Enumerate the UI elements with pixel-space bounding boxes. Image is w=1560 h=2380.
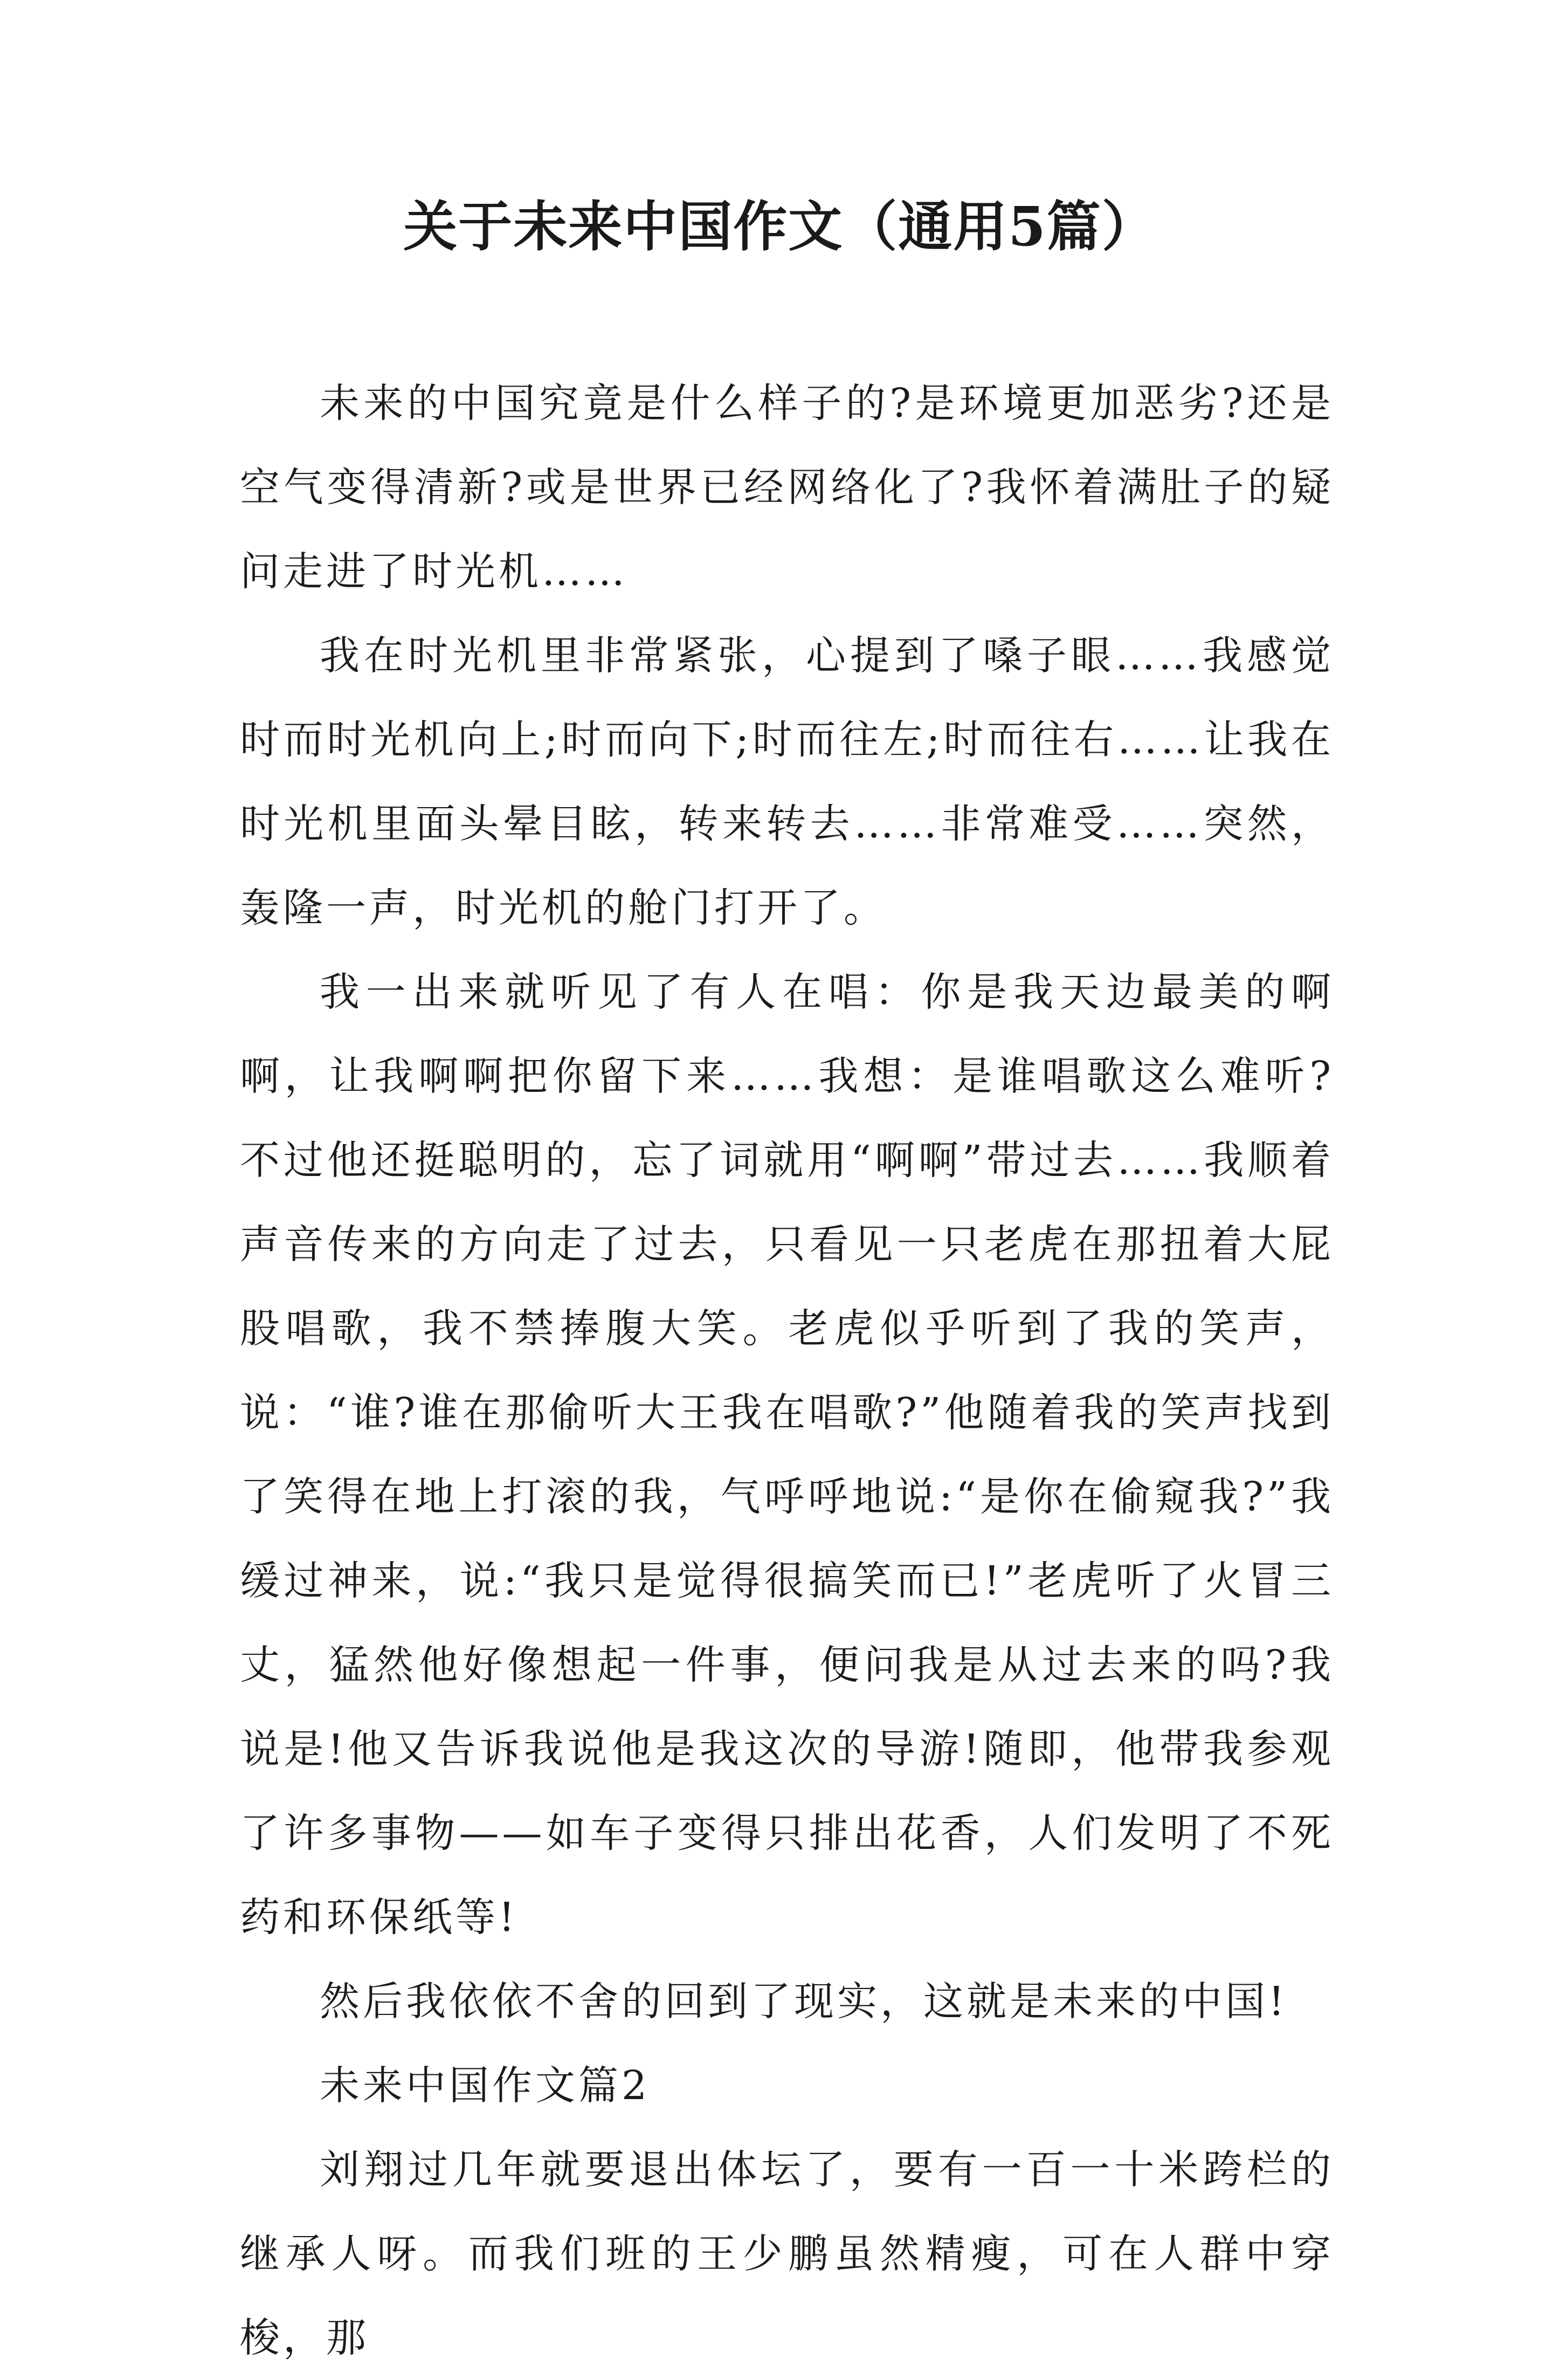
paragraph-2: 我在时光机里非常紧张，心提到了嗓子眼……我感觉时而时光机向上;时而向下;时而往左;时而往右……让我在时光机里面头晕目眩，转来转去……非常难受……突然，轰隆一声，时光机的舱门打开了。 [240,632,1334,931]
paragraph-5: 刘翔过几年就要退出体坛了，要有一百一十米跨栏的继承人呀。而我们班的王少鹏虽然精瘦，可在人群中穿梭，那 [240,2147,1334,2361]
document-body [240,361,1334,2380]
paragraph-3: 我一出来就听见了有人在唱：你是我天边最美的啊啊，让我啊啊把你留下来……我想：是谁唱歌这么难听?不过他还挺聪明的，忘了词就用“啊啊”带过去……我顺着声音传来的方向走了过去，只看见一只老虎在那扭着大屁股唱歌，我不禁捧腹大笑。老虎似乎听到了我的笑声，说：“谁?谁在那偷听大王我在唱歌?”他随着我的笑声找到了笑得在地上打滚的我，气呼呼地说:“是你在偷窥我?”我缓过神来，说:“我只是觉得很搞笑而已!”老虎听了火冒三丈，猛然他好像想起一件事，便问我是从过去来的吗?我说是!他又告诉我说他是我这次的导游!随即，他带我参观了许多事物——如车子变得只排出花香，人们发明了不死药和环保纸等! [240,969,1334,1941]
section-heading-2: 未来中国作文篇2 [320,2062,651,2109]
paragraph-4: 然后我依依不舍的回到了现实，这就是未来的中国! [320,1978,1288,2025]
paragraph-1: 未来的中国究竟是什么样子的?是环境更加恶劣?还是空气变得清新?或是世界已经网络化了?我怀着满肚子的疑问走进了时光机…… [240,380,1334,595]
document-title: 关于未来中国作文（通用5篇） [403,195,1157,258]
